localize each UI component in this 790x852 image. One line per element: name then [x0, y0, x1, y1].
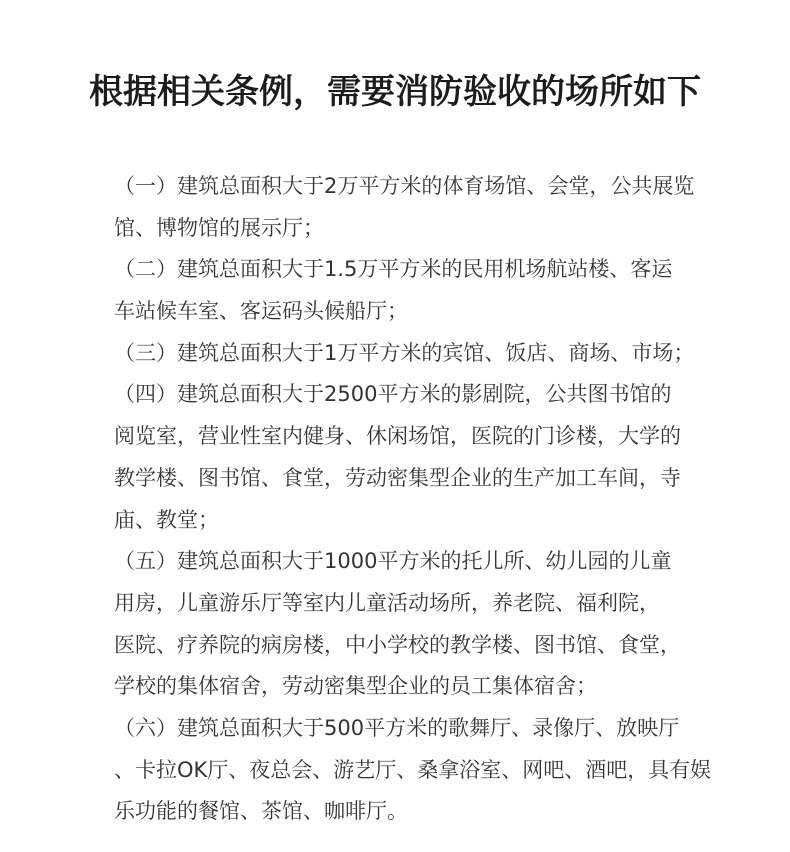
text-line: 医院、疗养院的病房楼，中小学校的教学楼、图书馆、食堂， [114, 632, 681, 657]
text-line: 用房，儿童游乐厅等室内儿童活动场所，养老院、福利院， [114, 590, 660, 615]
regulation-list [114, 166, 712, 833]
text-line: 馆、博物馆的展示厅； [114, 215, 324, 240]
text-line: 庙、教堂； [114, 507, 219, 532]
text-line: （六）建筑总面积大于500平方米的歌舞厅、录像厅、放映厅 [114, 715, 680, 740]
text-line: 、卡拉OK厅、夜总会、游艺厅、桑拿浴室、网吧、酒吧，具有娱 [114, 757, 712, 782]
text-line: 教学楼、图书馆、食堂，劳动密集型企业的生产加工车间，寺 [114, 465, 681, 490]
text-line: （四）建筑总面积大于2500平方米的影剧院，公共图书馆的 [114, 382, 672, 407]
text-line: 学校的集体宿舍，劳动密集型企业的员工集体宿舍； [114, 674, 597, 699]
text-line: （五）建筑总面积大于1000平方米的托儿所、幼儿园的儿童 [114, 549, 672, 574]
text-line: 阅览室，营业性室内健身、休闲场馆，医院的门诊楼，大学的 [114, 424, 681, 449]
page-title: 根据相关条例，需要消防验收的场所如下 [89, 72, 701, 112]
text-line: （三）建筑总面积大于1万平方米的宾馆、饭店、商场、市场； [114, 340, 695, 365]
text-line: 车站候车室、客运码头候船厅； [114, 299, 408, 324]
text-line: 乐功能的餐馆、茶馆、咖啡厅。 [114, 799, 408, 824]
text-line: （二）建筑总面积大于1.5万平方米的民用机场航站楼、客运 [114, 257, 673, 282]
text-line: （一）建筑总面积大于2万平方米的体育场馆、会堂，公共展览 [114, 174, 695, 198]
